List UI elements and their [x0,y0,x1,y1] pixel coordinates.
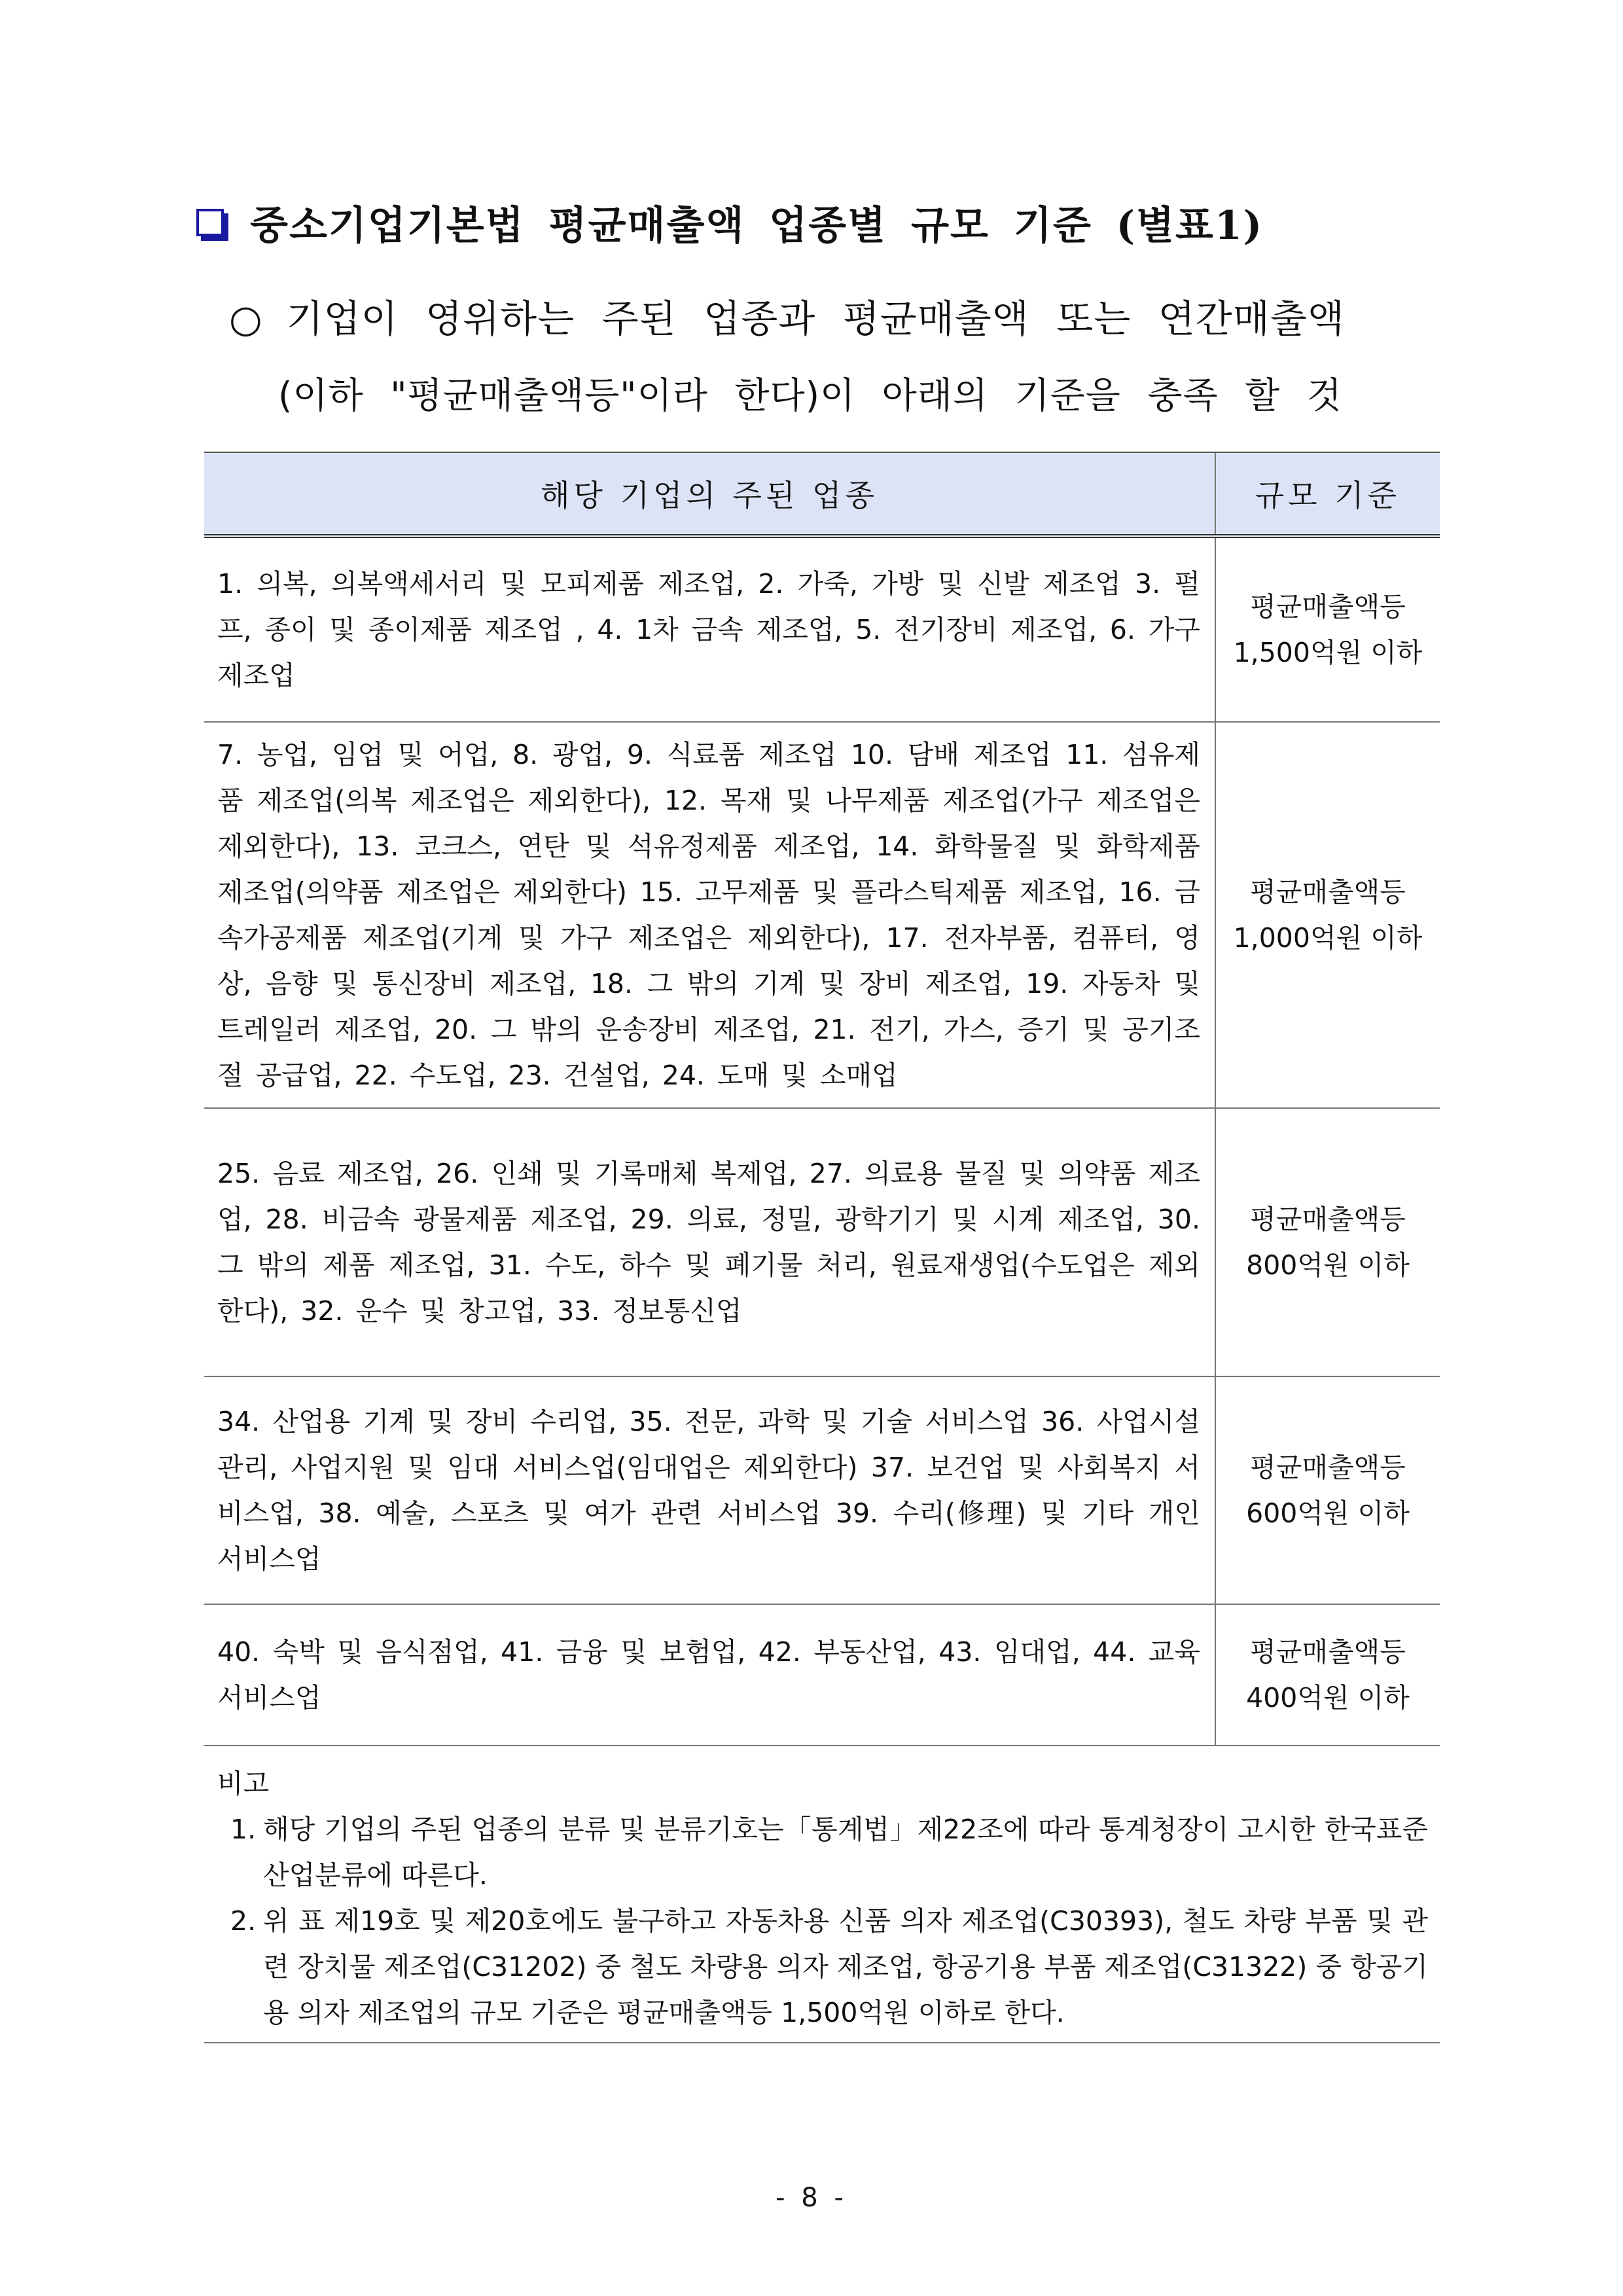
table-row [204,722,1440,1108]
remark-item [204,1806,1440,1898]
standard-cell [1215,1108,1440,1376]
page-number: - 8 - [776,2183,847,2213]
table-header-row [204,452,1440,536]
remarks-section [204,1761,1440,2043]
industry-cell: 25. 음료 제조업, 26. 인쇄 및 기록매체 복제업, 27. 의료용 물질 및 의약품 제조업, 28. 비금속 광물제품 제조업, 29. 의료, 정밀, 광학기기 및 시계 제조업, 30. 그 밖의 제품 제조업, 31. 수도, 하수 및 폐기물 처리, 원료재생업(수도업은 제외한다), 32. 운수 및 창고업, 33. 정보통신업 [204,1108,1215,1376]
standard-amount: 1,000억원 이하 [1233,922,1423,954]
checkbox-square-icon [196,209,224,236]
standard-cell [1215,1376,1440,1604]
lead-line-1 [229,288,1345,343]
industry-cell: 40. 숙박 및 음식점업, 41. 금융 및 보험업, 42. 부동산업, 43. 임대업, 44. 교육 서비스업 [204,1604,1215,1746]
remark-number: 2. [230,1905,257,1937]
standard-amount: 1,500억원 이하 [1233,637,1423,668]
header-industry: 해당 기업의 주된 업종 [204,452,1215,536]
table-row [204,536,1440,722]
standard-label: 평균매출액등 [1250,1204,1406,1235]
lead-line-2: (이하 "평균매출액등"이라 한다)이 아래의 기준을 충족 할 것 [278,374,1342,416]
standard-label: 평균매출액등 [1250,591,1406,622]
industry-cell: 1. 의복, 의복액세서리 및 모피제품 제조업, 2. 가죽, 가방 및 신발 제조업 3. 펄프, 종이 및 종이제품 제조업 , 4. 1차 금속 제조업, 5. 전기장비 제조업, 6. 가구 제조업 [204,536,1215,722]
remark-text: 해당 기업의 주된 업종의 분류 및 분류기호는「통계법」제22조에 따라 통계청장이 고시한 한국표준산업분류에 따른다. [263,1814,1428,1891]
standard-cell [1215,536,1440,722]
remark-number: 1. [230,1814,257,1845]
header-size-standard: 규모 기준 [1215,452,1440,536]
standard-cell [1215,722,1440,1108]
standard-label: 평균매출액등 [1250,876,1406,908]
standard-label: 평균매출액등 [1250,1636,1406,1668]
standard-amount: 600억원 이하 [1246,1498,1410,1529]
table-row [204,1604,1440,1746]
remark-item [204,1898,1440,2036]
standard-amount: 800억원 이하 [1246,1249,1410,1281]
table-row [204,1108,1440,1376]
remarks-title: 비고 [217,1768,270,1799]
standard-label: 평균매출액등 [1250,1452,1406,1483]
remark-text: 위 표 제19호 및 제20호에도 불구하고 자동차용 신품 의자 제조업(C30393), 철도 차량 부품 및 관련 장치물 제조업(C31202) 중 철도 차량용 의자 제조업, 항공기용 부품 제조업(C31322) 중 항공기용 의자 제조업의 규모 기준은 평균매출액등 1,500억원 이하로 한다. [263,1905,1428,2028]
industry-cell: 34. 산업용 기계 및 장비 수리업, 35. 전문, 과학 및 기술 서비스업 36. 사업시설관리, 사업지원 및 임대 서비스업(임대업은 제외한다) 37. 보건업 및 사회복지 서비스업, 38. 예술, 스포츠 및 여가 관련 서비스업 39. 수리(修理) 및 기타 개인 서비스업 [204,1376,1215,1604]
circle-bullet-icon: ○ [229,296,263,341]
section-heading [196,190,1263,255]
lead-text-1: 기업이 영위하는 주된 업종과 평균매출액 또는 연간매출액 [286,296,1345,341]
table-row [204,1376,1440,1604]
industry-cell: 7. 농업, 임업 및 어업, 8. 광업, 9. 식료품 제조업 10. 담배 제조업 11. 섬유제품 제조업(의복 제조업은 제외한다), 12. 목재 및 나무제품 제조업(가구 제조업은 제외한다), 13. 코크스, 연탄 및 석유정제품 제조업, 14. 화학물질 및 화학제품 제조업(의약품 제조업은 제외한다) 15. 고무제품 및 플라스틱제품 제조업, 16. 금속가공제품 제조업(기계 및 가구 제조업은 제외한다), 17. 전자부품, 컴퓨터, 영상, 음향 및 통신장비 제조업, 18. 그 밖의 기계 및 장비 제조업, 19. 자동차 및 트레일러 제조업, 20. 그 밖의 운송장비 제조업, 21. 전기, 가스, 증기 및 공기조절 공급업, 22. 수도업, 23. 건설업, 24. 도매 및 소매업 [204,722,1215,1108]
standard-amount: 400억원 이하 [1246,1682,1410,1713]
section-title: 중소기업기본법 평균매출액 업종별 규모 기준 (별표1) [250,203,1264,249]
standard-cell [1215,1604,1440,1746]
size-criteria-table [204,452,1440,1746]
